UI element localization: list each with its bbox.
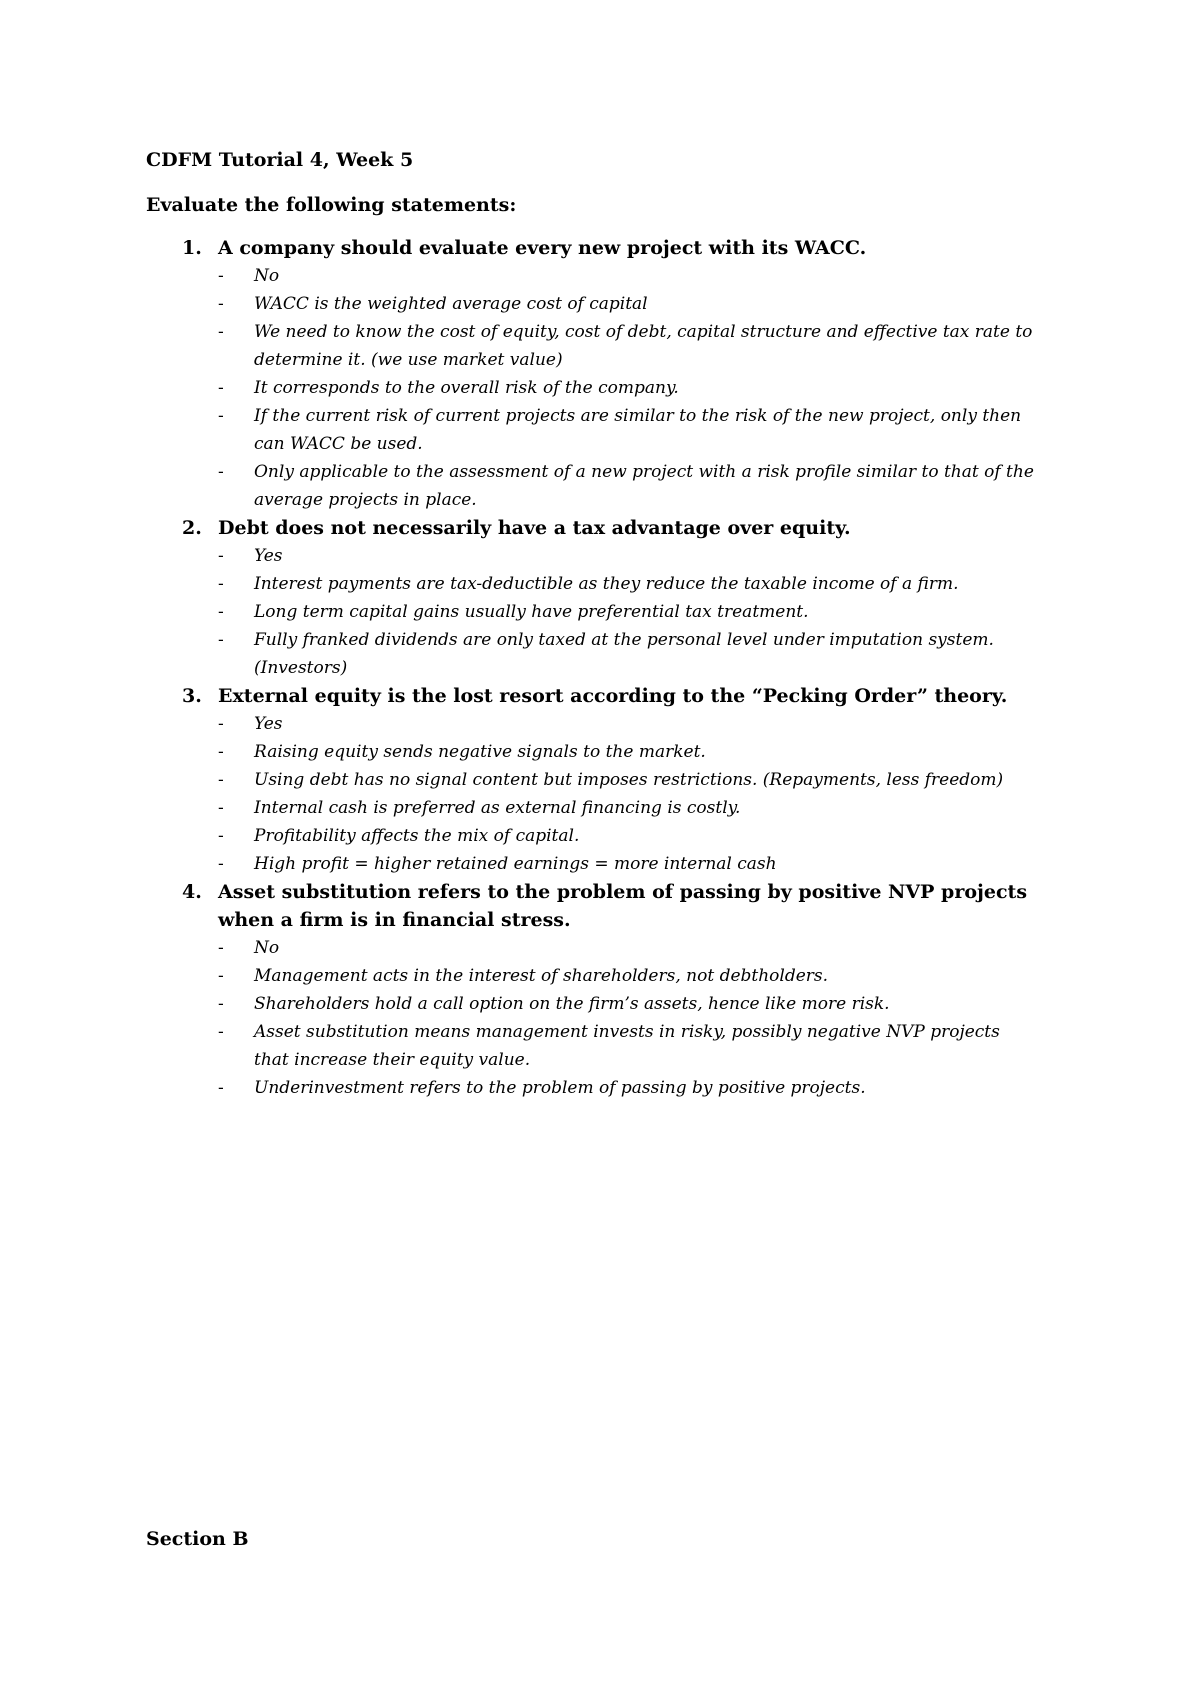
- answer-text: Underinvestment refers to the problem of passing by positive projects.: [254, 1078, 866, 1098]
- answer-text: Using debt has no signal content but imposes restrictions. (Repayments, less freedom): [254, 770, 1004, 790]
- answer-item: [182, 542, 1038, 570]
- answer-text: Long term capital gains usually have preferential tax treatment.: [254, 602, 809, 622]
- answer-item: [182, 1074, 1038, 1102]
- dash-bullet: -: [218, 546, 224, 566]
- answer-text: Management acts in the interest of shareholders, not debtholders.: [254, 966, 829, 986]
- answer-text: WACC is the weighted average cost of capital: [254, 294, 648, 314]
- answer-list: [182, 262, 1062, 514]
- question-1: [182, 234, 1062, 514]
- question-list: [182, 234, 1062, 1102]
- intro-heading: Evaluate the following statements:: [146, 194, 517, 216]
- question-number: 3.: [182, 685, 202, 707]
- dash-bullet: -: [218, 966, 224, 986]
- answer-list: [182, 934, 1062, 1102]
- answer-item: [182, 794, 1038, 822]
- answer-text: Yes: [254, 546, 283, 566]
- answer-item: [182, 990, 1038, 1018]
- answer-text: High profit = higher retained earnings = more internal cash: [254, 854, 777, 874]
- document-title: CDFM Tutorial 4, Week 5: [146, 149, 414, 171]
- dash-bullet: -: [218, 938, 224, 958]
- answer-text: Shareholders hold a call option on the firm’s assets, hence like more risk.: [254, 994, 890, 1014]
- question-number: 2.: [182, 517, 202, 539]
- answer-item: [182, 458, 1038, 514]
- dash-bullet: -: [218, 994, 224, 1014]
- question-4: [182, 878, 1062, 1102]
- answer-text: Yes: [254, 714, 283, 734]
- dash-bullet: -: [218, 406, 224, 426]
- answer-text: Internal cash is preferred as external financing is costly.: [254, 798, 741, 818]
- dash-bullet: -: [218, 462, 224, 482]
- answer-item: [182, 318, 1038, 374]
- answer-text: It corresponds to the overall risk of the company.: [254, 378, 679, 398]
- dash-bullet: -: [218, 294, 224, 314]
- answer-text: No: [254, 938, 280, 958]
- answer-text: Only applicable to the assessment of a new project with a risk profile similar to that of the average projects in place.: [254, 462, 1034, 510]
- answer-item: [182, 738, 1038, 766]
- answer-text: Raising equity sends negative signals to the market.: [254, 742, 706, 762]
- question-number: 1.: [182, 237, 202, 259]
- answer-text: We need to know the cost of equity, cost of debt, capital structure and effective tax rate to determine it. (we use market value): [254, 322, 1033, 370]
- answer-item: [182, 598, 1038, 626]
- question-number: 4.: [182, 881, 202, 903]
- answer-item: [182, 402, 1038, 458]
- answer-list: [182, 710, 1062, 878]
- answer-item: [182, 570, 1038, 598]
- answer-text: No: [254, 266, 280, 286]
- answer-item: [182, 850, 1038, 878]
- dash-bullet: -: [218, 854, 224, 874]
- question-text: Debt does not necessarily have a tax advantage over equity.: [218, 517, 851, 539]
- answer-item: [182, 290, 1038, 318]
- answer-text: Interest payments are tax-deductible as they reduce the taxable income of a firm.: [254, 574, 959, 594]
- answer-item: [182, 374, 1038, 402]
- dash-bullet: -: [218, 826, 224, 846]
- question-text: External equity is the lost resort according to the “Pecking Order” theory.: [218, 685, 1008, 707]
- dash-bullet: -: [218, 770, 224, 790]
- question-text: A company should evaluate every new project with its WACC.: [218, 237, 867, 259]
- dash-bullet: -: [218, 798, 224, 818]
- answer-item: [182, 822, 1038, 850]
- question-3: [182, 682, 1062, 878]
- answer-item: [182, 1018, 1038, 1074]
- answer-text: Asset substitution means management invests in risky, possibly negative NVP projects that increase their equity value.: [254, 1022, 1000, 1070]
- answer-item: [182, 626, 1038, 682]
- answer-item: [182, 766, 1038, 794]
- answer-text: Fully franked dividends are only taxed at the personal level under imputation system. (Investors): [254, 630, 994, 678]
- question-2: [182, 514, 1062, 682]
- dash-bullet: -: [218, 714, 224, 734]
- answer-text: If the current risk of current projects are similar to the risk of the new project, only then can WACC be used.: [254, 406, 1022, 454]
- answer-list: [182, 542, 1062, 682]
- answer-item: [182, 262, 1038, 290]
- question-text: Asset substitution refers to the problem of passing by positive NVP projects when a firm is in financial stress.: [218, 881, 1028, 931]
- dash-bullet: -: [218, 1022, 224, 1042]
- dash-bullet: -: [218, 574, 224, 594]
- answer-item: [182, 934, 1038, 962]
- answer-item: [182, 710, 1038, 738]
- dash-bullet: -: [218, 266, 224, 286]
- answer-text: Profitability affects the mix of capital.: [254, 826, 580, 846]
- dash-bullet: -: [218, 602, 224, 622]
- dash-bullet: -: [218, 1078, 224, 1098]
- dash-bullet: -: [218, 630, 224, 650]
- dash-bullet: -: [218, 742, 224, 762]
- answer-item: [182, 962, 1038, 990]
- dash-bullet: -: [218, 378, 224, 398]
- section-b-heading: Section B: [146, 1528, 249, 1550]
- dash-bullet: -: [218, 322, 224, 342]
